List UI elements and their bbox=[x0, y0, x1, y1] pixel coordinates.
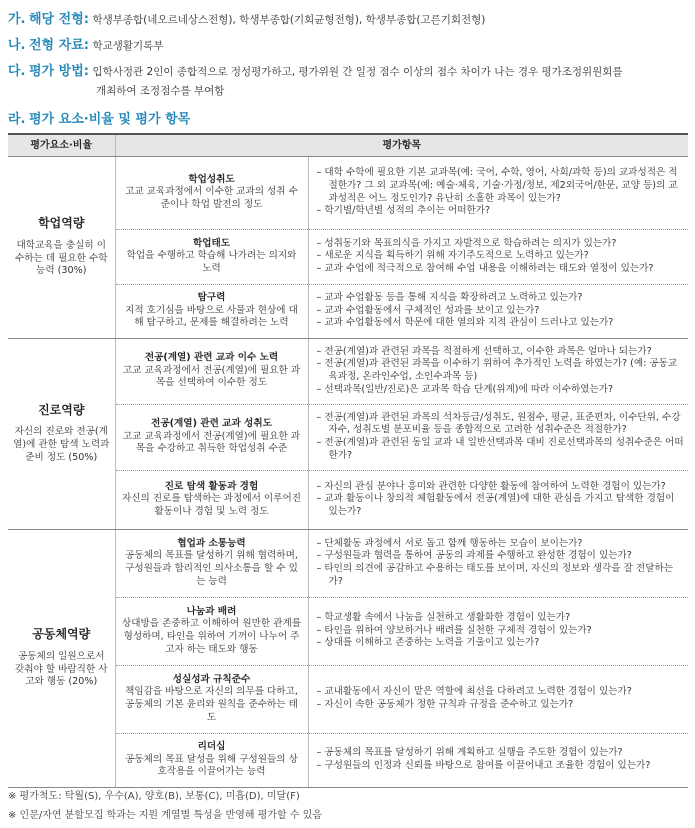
criteria-item: – 타인을 위하여 양보하거나 배려를 실천한 구체적 경험이 있는가? bbox=[317, 625, 685, 638]
item-cell bbox=[115, 665, 308, 733]
criteria-item: – 전공(계열)과 관련된 과목의 석차등급/성취도, 원점수, 평균, 표준편차, 이수단위, 수강자수, 성취도별 분포비율 등을 종합적으로 고려한 성취수준은 적절한가? bbox=[317, 412, 685, 437]
criteria-item: – 타인의 의견에 공감하고 수용하는 태도를 보이며, 자신의 정보와 생각을 잘 전달하는가? bbox=[317, 563, 685, 588]
criteria-item: – 교과 수업활동에서 학문에 대한 열의와 지적 관심이 드러나고 있는가? bbox=[317, 317, 685, 330]
item-cell bbox=[115, 229, 308, 284]
section-marker: 가. bbox=[8, 12, 26, 27]
section-marker: 다. bbox=[8, 64, 26, 79]
item-title: 진로 탐색 활동과 경험 bbox=[164, 480, 259, 492]
criteria-item: – 학교생활 속에서 나눔을 실천하고 생활화한 경험이 있는가? bbox=[317, 612, 685, 625]
item-title: 리더십 bbox=[197, 741, 226, 753]
section-heading: 평가 방법: bbox=[29, 64, 89, 79]
section-text: 학생부종합(네오르네상스전형), 학생부종합(기회균형전형), 학생부종합(고른기회전형) bbox=[92, 14, 486, 26]
criteria-cell bbox=[308, 597, 688, 665]
criteria-cell bbox=[308, 229, 688, 284]
footnote-split-recruitment: ※ 인문/자연 분할모집 학과는 지원 계열별 특성을 반영해 평가할 수 있음 bbox=[8, 810, 323, 821]
criteria-item: – 새로운 지식을 획득하기 위해 자기주도적으로 노력하고 있는가? bbox=[317, 250, 685, 263]
criteria-item: – 구성원들과 협력을 통하여 공동의 과제를 수행하고 완성한 경험이 있는가? bbox=[317, 550, 685, 563]
category-cell bbox=[8, 156, 115, 338]
section-marker: 라. bbox=[8, 112, 26, 127]
criteria-item: – 구성원들의 인정과 신뢰를 바탕으로 참여를 이끌어내고 조율한 경험이 있는가? bbox=[317, 760, 685, 773]
criteria-item: – 교과 수업활동에서 구체적인 성과를 보이고 있는가? bbox=[317, 305, 685, 318]
section-evaluation-method bbox=[8, 60, 688, 98]
item-description: 고교 교육과정에서 전공(계열)에 필요한 과목을 선택하여 이수한 정도 bbox=[122, 364, 301, 389]
criteria-item: – 대학 수학에 필요한 기본 교과목(예: 국어, 수학, 영어, 사회/과학 등)의 교과성적은 적절한가? 그 외 교과목(예: 예술·체육, 기술·가정/정보, 제2외국어/한문, 교양 등)의 교과성적은 어느 정도인가? 유난히 소홀한 과목이 있는가? bbox=[317, 167, 685, 205]
criteria-item: – 학기별/학년별 성적의 추이는 어떠한가? bbox=[317, 205, 685, 218]
item-description: 공동체의 목표를 달성하기 위해 협력하며, 구성원들과 합리적인 의사소통을 할 수 있는 능력 bbox=[125, 550, 298, 587]
criteria-cell bbox=[308, 156, 688, 229]
section-text: 입학사정관 2인이 종합적으로 정성평가하고, 평가위원 간 일정 점수 이상의 점수 차이가 나는 경우 평가조정위원회를 bbox=[92, 66, 623, 78]
section-marker: 나. bbox=[8, 38, 26, 53]
column-header-element-ratio: 평가요소·비율 bbox=[8, 134, 115, 156]
criteria-item: – 전공(계열)과 관련된 과목을 적절하게 선택하고, 이수한 과목은 얼마나 되는가? bbox=[317, 346, 685, 359]
criteria-cell bbox=[308, 284, 688, 338]
criteria-cell bbox=[308, 529, 688, 597]
item-description: 상대방을 존중하고 이해하여 원만한 관계를 형성하며, 타인을 위하여 기꺼이 나누어 주고자 하는 태도와 행동 bbox=[121, 618, 301, 655]
item-title: 전공(계열) 관련 교과 성취도 bbox=[151, 418, 272, 430]
item-title: 전공(계열) 관련 교과 이수 노력 bbox=[144, 352, 279, 364]
item-cell bbox=[115, 733, 308, 787]
criteria-item: – 전공(계열)과 관련된 과목을 이수하기 위하여 추가적인 노력을 하였는가? (예: 공동교육과정, 온라인수업, 소인수과목 등) bbox=[317, 358, 685, 383]
item-cell bbox=[115, 470, 308, 529]
evaluation-table bbox=[8, 133, 688, 788]
criteria-item: – 선택과목(일반/진로)은 교과목 학습 단계(위계)에 따라 이수하였는가? bbox=[317, 384, 685, 397]
criteria-item: – 자신이 속한 공동체가 정한 규칙과 규정을 준수하고 있는가? bbox=[317, 699, 685, 712]
criteria-item: – 전공(계열)과 관련된 동일 교과 내 일반선택과목 대비 진로선택과목의 성취수준은 어떠한가? bbox=[317, 437, 685, 462]
item-title: 탐구력 bbox=[197, 292, 226, 304]
item-title: 학업태도 bbox=[192, 237, 231, 249]
criteria-cell bbox=[308, 665, 688, 733]
section-text: 학교생활기록부 bbox=[92, 40, 164, 52]
category-cell bbox=[8, 338, 115, 529]
section-heading: 전형 자료: bbox=[29, 38, 89, 53]
item-description: 고교 교육과정에서 이수한 교과의 성취 수준이나 학업 발전의 정도 bbox=[125, 186, 298, 210]
criteria-item: – 자신의 관심 분야나 흥미와 관련한 다양한 활동에 참여하여 노력한 경험이 있는가? bbox=[317, 481, 685, 494]
item-title: 학업성취도 bbox=[188, 173, 235, 185]
item-description: 학업을 수행하고 학습해 나가려는 의지와 노력 bbox=[126, 250, 297, 274]
category-description: 대학교육을 충실히 이수하는 데 필요한 수학 능력 (30%) bbox=[14, 239, 108, 277]
column-header-evaluation-items: 평가항목 bbox=[115, 134, 688, 156]
criteria-item: – 성취동기와 목표의식을 가지고 자발적으로 학습하려는 의지가 있는가? bbox=[317, 238, 685, 251]
section-admission-materials bbox=[8, 34, 163, 53]
table-header-row bbox=[8, 134, 688, 156]
item-cell bbox=[115, 338, 308, 404]
item-cell bbox=[115, 404, 308, 470]
criteria-item: – 교내활동에서 자신이 맡은 역할에 최선을 다하려고 노력한 경험이 있는가? bbox=[317, 686, 685, 699]
criteria-item: – 교과 수업활동 등을 통해 지식을 확장하려고 노력하고 있는가? bbox=[317, 292, 685, 305]
section-heading: 해당 전형: bbox=[29, 12, 89, 27]
criteria-item: – 단체활동 과정에서 서로 돕고 함께 행동하는 모습이 보이는가? bbox=[317, 538, 685, 551]
table-row bbox=[8, 156, 688, 229]
item-cell bbox=[115, 284, 308, 338]
category-description: 자신의 진로와 전공(계열)에 관한 탐색 노력과 준비 정도 (50%) bbox=[13, 426, 110, 463]
criteria-cell bbox=[308, 338, 688, 404]
table-row bbox=[8, 529, 688, 597]
category-title: 공동체역량 bbox=[32, 627, 91, 642]
criteria-item: – 상대를 이해하고 존중하는 노력을 기울이고 있는가? bbox=[317, 637, 685, 650]
item-title: 성실성과 규칙준수 bbox=[172, 673, 251, 685]
section-eligible-admission bbox=[8, 8, 485, 27]
table-row bbox=[8, 338, 688, 404]
item-description: 지적 호기심을 바탕으로 사물과 현상에 대해 탐구하고, 문제를 해결하려는 노력 bbox=[125, 304, 298, 329]
criteria-item: – 교과 활동이나 창의적 체험활동에서 전공(계열)에 대한 관심을 가지고 탐색한 경험이 있는가? bbox=[317, 493, 685, 518]
category-title: 진로역량 bbox=[38, 402, 85, 417]
item-cell bbox=[115, 529, 308, 597]
item-description: 자신의 진로를 탐색하는 과정에서 이루어진 활동이나 경험 및 노력 정도 bbox=[121, 493, 301, 517]
category-cell bbox=[8, 529, 115, 787]
section-heading: 평가 요소·비율 및 평가 항목 bbox=[29, 112, 191, 127]
item-description: 고교 교육과정에서 전공(계열)에 필요한 과목을 수강하고 취득한 학업성취 수준 bbox=[122, 430, 301, 455]
item-description: 책임감을 바탕으로 자신의 의무를 다하고, 공동체의 기본 윤리와 원칙을 준수하는 태도 bbox=[125, 686, 298, 723]
item-cell bbox=[115, 597, 308, 665]
criteria-cell bbox=[308, 470, 688, 529]
footnote-grading-scale: ※ 평가척도: 탁월(S), 우수(A), 양호(B), 보통(C), 미흡(D), 미달(F) bbox=[8, 791, 300, 802]
category-description: 공동체의 일원으로서 갖춰야 할 바람직한 사고와 행동 (20%) bbox=[14, 650, 108, 688]
section-evaluation-elements bbox=[8, 108, 190, 127]
section-text-continued: 개최하여 조정점수를 부여함 bbox=[96, 85, 225, 97]
item-cell bbox=[115, 156, 308, 229]
criteria-item: – 공동체의 목표를 달성하기 위해 계획하고 실행을 주도한 경험이 있는가? bbox=[317, 747, 685, 760]
criteria-cell bbox=[308, 404, 688, 470]
category-title: 학업역량 bbox=[38, 216, 85, 231]
item-title: 협업과 소통능력 bbox=[177, 537, 246, 549]
item-title: 나눔과 배려 bbox=[186, 605, 237, 617]
criteria-item: – 교과 수업에 적극적으로 참여해 수업 내용을 이해하려는 태도와 열정이 있는가? bbox=[317, 263, 685, 276]
criteria-cell bbox=[308, 733, 688, 787]
item-description: 공동체의 목표 달성을 위해 구성원들의 상호작용을 이끌어가는 능력 bbox=[125, 753, 298, 778]
